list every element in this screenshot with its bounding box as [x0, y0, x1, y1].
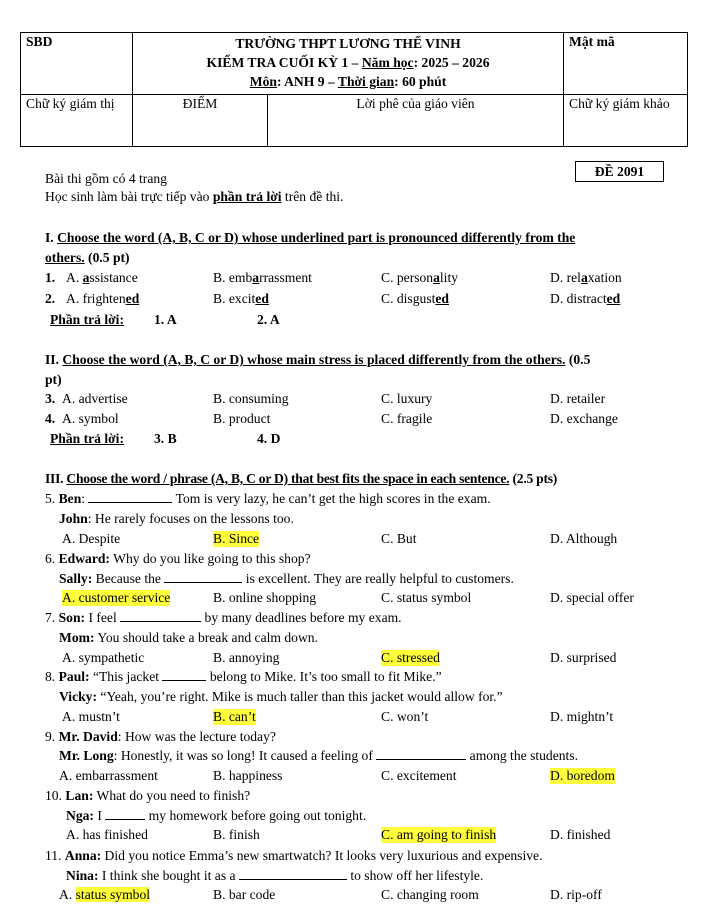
answer-1: 1. A — [154, 312, 177, 327]
answer-2: 2. A — [257, 312, 280, 327]
section1-title: I. Choose the word (A, B, C or D) whose underlined part is pronounced differently from the — [45, 230, 576, 245]
response-line: Sally: Because the is excellent. They are really helpful to customers. — [59, 571, 514, 586]
option-a: A. has finished — [66, 827, 148, 842]
option-a-highlighted: A. customer service — [62, 590, 171, 605]
option-d: D. relaxation — [550, 270, 622, 285]
option-c: C. status symbol — [381, 590, 472, 605]
option-b: B. product — [213, 411, 271, 426]
response-line: Mr. Long: Honestly, it was so long! It caused a feeling of among the students. — [59, 748, 579, 763]
option-c: C. personality — [381, 270, 459, 285]
response-line: John: He rarely focuses on the lessons too. — [59, 511, 294, 526]
response-line: Nga: I my homework before going out tonight. — [66, 808, 367, 823]
option-a: A. sympathetic — [62, 650, 145, 665]
proctor-signature-cell: Chữ ký giám thị — [21, 95, 133, 147]
option-a: A. advertise — [62, 391, 128, 406]
option-b: B. consuming — [213, 391, 289, 406]
section3-title: III. Choose the word / phrase (A, B, C or D) that best fits the space in each sentence. (2.5 pts) — [45, 471, 558, 486]
answer-label: Phần trả lời: — [50, 431, 124, 446]
score-cell: ĐIỂM — [133, 95, 268, 147]
option-d-highlighted: D. boredom — [550, 768, 615, 783]
option-d: D. mightn’t — [550, 709, 614, 724]
sbd-cell: SBD — [21, 33, 133, 95]
question-number: 3. — [45, 391, 56, 406]
exam-title-cell — [133, 33, 564, 95]
option-a: A. status symbol — [59, 887, 151, 902]
section1-title-cont: others. (0.5 pt) — [45, 250, 130, 265]
question-number: 1. — [45, 270, 56, 285]
option-b-highlighted: B. Since — [213, 531, 260, 546]
option-b: B. annoying — [213, 650, 280, 665]
response-line: Vicky: “Yeah, you’re right. Mike is much taller than this jacket would allow for.” — [59, 689, 503, 704]
option-a: A. mustn’t — [62, 709, 120, 724]
option-d: D. distracted — [550, 291, 621, 306]
subject-line: Môn: ANH 9 – Thời gian: 60 phút — [249, 74, 447, 89]
option-d: D. surprised — [550, 650, 617, 665]
instruction-note: Học sinh làm bài trực tiếp vào phần trả lời trên đề thi. — [45, 189, 344, 204]
option-d: D. finished — [550, 827, 611, 842]
option-a: A. embarrassment — [59, 768, 158, 783]
option-a: A. Despite — [62, 531, 121, 546]
examiner-signature-cell: Chữ ký giám khảo — [564, 95, 688, 147]
option-b: B. embarrassment — [213, 270, 312, 285]
answer-3: 3. B — [154, 431, 177, 446]
option-c: C. fragile — [381, 411, 433, 426]
option-b: B. happiness — [213, 768, 283, 783]
question-line: 9. Mr. David: How was the lecture today? — [45, 729, 276, 744]
question-number: 2. — [45, 291, 56, 306]
option-c: C. luxury — [381, 391, 433, 406]
option-d: D. rip-off — [550, 887, 602, 902]
answer-label: Phần trả lời: — [50, 312, 124, 327]
answer-4: 4. D — [257, 431, 281, 446]
code-cell: Mật mã — [564, 33, 688, 95]
question-line: 6. Edward: Why do you like going to this shop? — [45, 551, 311, 566]
option-c: C. excitement — [381, 768, 457, 783]
option-d: D. retailer — [550, 391, 606, 406]
question-line: 5. Ben: Tom is very lazy, he can’t get the high scores in the exam. — [45, 491, 491, 506]
school-name: TRƯỜNG THPT LƯƠNG THẾ VINH — [235, 36, 461, 51]
option-d: D. special offer — [550, 590, 634, 605]
question-line: 10. Lan: What do you need to finish? — [45, 788, 251, 803]
option-c: C. But — [381, 531, 417, 546]
teacher-comment-cell: Lời phê của giáo viên — [268, 95, 564, 147]
exam-title: KIỂM TRA CUỐI KỲ 1 – Năm học: 2025 – 2026 — [206, 55, 490, 70]
section2-title: II. Choose the word (A, B, C or D) whose main stress is placed differently from the others. (0.5 — [45, 352, 591, 367]
option-c: C. disgusted — [381, 291, 449, 306]
option-a: A. frightened — [66, 291, 140, 306]
response-line: Mom: You should take a break and calm down. — [59, 630, 318, 645]
question-line: 11. Anna: Did you notice Emma’s new smartwatch? It looks very luxurious and expensive. — [45, 848, 543, 863]
option-c-highlighted: C. am going to finish — [381, 827, 497, 842]
question-number: 4. — [45, 411, 56, 426]
question-line: 8. Paul: “This jacket belong to Mike. It’s too small to fit Mike.” — [45, 669, 442, 684]
option-d: D. exchange — [550, 411, 618, 426]
response-line: Nina: I think she bought it as a to show off her lifestyle. — [66, 868, 484, 883]
option-b: B. bar code — [213, 887, 276, 902]
option-b-highlighted: B. can’t — [213, 709, 256, 724]
option-a: A. assistance — [66, 270, 138, 285]
option-c: C. won’t — [381, 709, 429, 724]
option-c: C. changing room — [381, 887, 479, 902]
section2-title-cont: pt) — [45, 372, 62, 387]
exam-header-table — [20, 32, 688, 147]
option-b: B. finish — [213, 827, 260, 842]
exam-code-box: ĐỀ 2091 — [575, 161, 664, 182]
option-b: B. online shopping — [213, 590, 317, 605]
option-d: D. Although — [550, 531, 618, 546]
option-a: A. symbol — [62, 411, 119, 426]
page-count-note: Bài thi gồm có 4 trang — [45, 171, 167, 186]
option-c-highlighted: C. stressed — [381, 650, 440, 665]
option-b: B. excited — [213, 291, 269, 306]
question-line: 7. Son: I feel by many deadlines before my exam. — [45, 610, 402, 625]
